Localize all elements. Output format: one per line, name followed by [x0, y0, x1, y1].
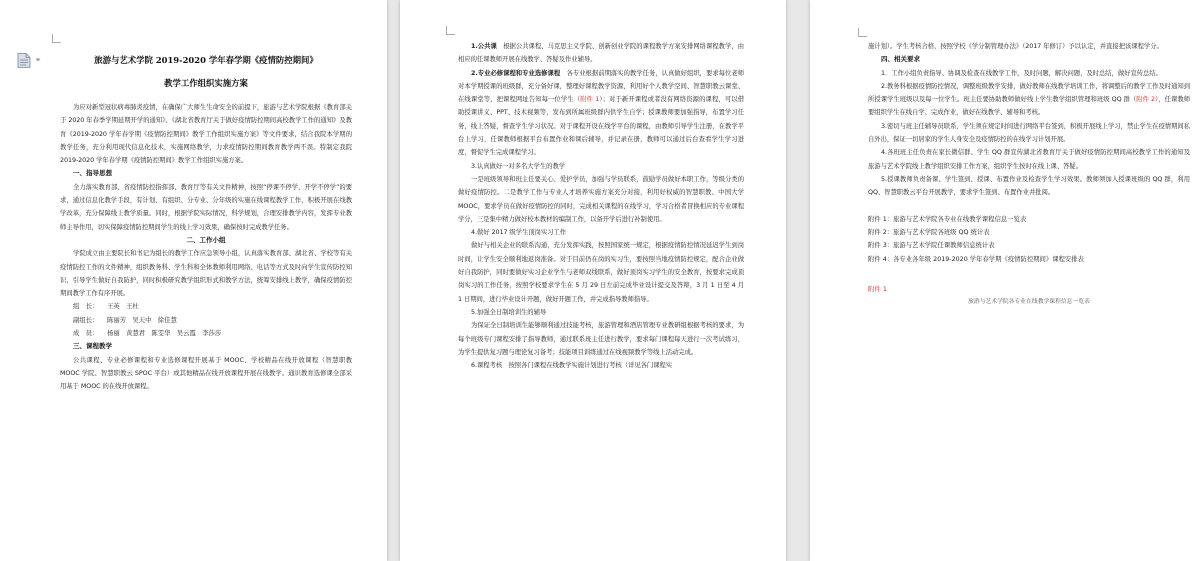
section-heading-course-teaching: 三、课程教学 — [73, 342, 112, 351]
subheading-one-to-many: 3.认真做好一对多名大学生的教学 — [471, 162, 566, 170]
document-page-1 — [0, 0, 387, 561]
group-member-line — [60, 327, 352, 340]
section-heading-requirements: 四、相关要求 — [881, 55, 920, 64]
spacer — [868, 266, 1190, 279]
paragraph-internship: 做好与相关企业的联系沟通，充分发挥实践，按照国家统一规定，根据疫情防控情况延迟学生到岗时间，让学生安全顺利地返岗准备。对于目前仍在岗的实习生，要按照当地疫情防控规定，配合企业做好自我防护，同时要做好实习企业学生与老师双线联系，做好顶岗实习学生的安全教育，按要求完成顶岗实习的工作任务，按照学校要求学生在 5 月 29 日左前完成毕业设计提交及答辩，3 月 1 日至 4 月 1 日期间，进行毕业设计开题，做好开题工作，并完成指导教师指导。 — [458, 242, 744, 303]
requirement-2-text-a: 2.教务科根据疫情防控情况，调整班级教学安排，做好教师在线教学培训工作，将调整后的教学工作及时通知到所授课学生班级以及每一位学生。班主任要协助教师做好线上学生教学组织管理和班级 QQ 群（ — [868, 82, 1190, 104]
group-leader-line — [60, 300, 352, 313]
text-assessment: 按照各门课程在线教学实施计划进行考核（详见各门课程实 — [508, 362, 673, 370]
paragraph-assessment — [458, 359, 744, 372]
paragraph-course-teaching: 公共课程、专业必修课程和专业选修课程开展基于 MOOC、学校精品在线开放课程（智慧职教 MOOC 学院、智慧职教云 SPOC 平台）或其他精品在线开放课程开展在线教学。通识教育选修课全部采用基于 MOOC 的在线开放课程。 — [60, 356, 352, 391]
text-major-courses-a: 各专业根据前期落实的教学任务，认真做好组织，要求每位老师对本学期授课的班级群，充分备好课，整理好课程教学资源，利用好个人教学空间、智慧职教云课堂、在线课堂等，把课程网址告知每一位学生（ — [458, 69, 744, 104]
subheading-trainee-guidance: 5.加强全日制培训生的辅导 — [471, 308, 547, 316]
subheading-assessment: 6.课程考核 — [471, 362, 503, 370]
paragraph-assessment-continued: 施计划）。学生考核合格，按照学校《学分制管理办法》（2017 年修订）予以认定，并直接把该课程学分。 — [868, 43, 1163, 50]
requirement-4: 4.各班班主任负责在家长微信群、学生 QQ 群宣传湖北省教育厅关于做好疫情防控期间高校教学工作的通知及旅游与艺术学院线上教学组织安排工作方案，组织学生按时在线上课、答疑。 — [868, 149, 1190, 170]
group-deputy-line — [60, 314, 352, 327]
document-subtitle: 教学工作组织实施方案 — [164, 78, 248, 88]
subheading-internship: 4.做好 2017 级学生顶岗实习工作 — [471, 229, 567, 237]
leader-names: 王英 王杜 — [107, 303, 139, 311]
member-names: 杨丽 黄慧君 陈雯华 吴云霞 李莎莎 — [107, 330, 222, 338]
deputy-role-label: 副组长： — [73, 316, 99, 324]
attachment-1-reference-link[interactable]: 附件 1 — [580, 96, 600, 104]
spacer — [868, 200, 1190, 213]
section-heading-guiding-ideas: 一、指导思想 — [73, 169, 112, 178]
requirement-2-text-b: ），任课教师要组织学生在线自学、完成作业，做好在线教学、辅导和考核。 — [868, 96, 1190, 117]
document-page-3 — [810, 0, 1204, 561]
text-major-courses-b: ）；对于新开课程或者没有网络资源的课程，可以借助授课讲义、PPT、技术视频等，发布到所属班级群内供学生自学；授课教师要加强指导，布置学习任务，线上答疑，督查学生学习状况。对于课程开设在线学平台的课程，由教师引导学生注册，在教学平台上学习，任课教师根据平台布置作业和课后辅导，并记录在册，教师可以通过后台查看学生学习进度，督促学生完成课程学习。 — [458, 96, 744, 157]
attachment-1-label: 附件 1 — [868, 285, 887, 294]
page-3-content — [810, 0, 1204, 561]
member-role-label: 成 员： — [73, 330, 99, 338]
attachment-list-item-4: 附件 4：各专业各年级 2019-2020 学年春学期《疫情防控期间》课程安排表 — [868, 255, 1084, 263]
leader-role-label: 组 长： — [73, 303, 99, 311]
section-heading-work-group: 二、工作小组 — [186, 235, 226, 244]
page-1-content — [0, 0, 387, 561]
paragraph-public-courses — [458, 40, 744, 67]
attachment-list-item-3: 附件 3：旅游与艺术学院任课教师信息统计表 — [868, 242, 995, 250]
paragraph-work-group: 学院成立由主要院长和书记为组长的教学工作应急领导小组，认真落实教育部、湖北省、学校等有关疫情防控工作的文件精神，组织教务科、学生科和全体教师利用网络、电话等方式及时向学生宣传防控知识，引导学生做好自我防护，同时积极研究教学组织形式和教学方法，统筹安排线上教学，确保疫情防控期间教学工作有序开展。 — [60, 250, 352, 298]
paragraph-one-to-many: 一是班级领导和班主任要关心、爱护学员，加强与学员联系，鼓励学员做好本职工作，等级分类的做好疫情防控。二是教学工作与专业人才培养实施方案充分对接，利用好权威的智慧职教、中国大学 MOOC，要求学员在做好疫情防控的同时，完成相关课程的在线学习，学习合格者冒换相应的专业课程学分，三是集中精力做好校本教材的编制工作，以备开学后进行补制使用。 — [458, 175, 744, 223]
paragraph-guiding-ideas: 全力落实教育部、省疫情防控指挥部、教育厅等有关文件精神，按照“停课不停学，开学不停学”的要求，通过信息化教学手段，有计划、有组织、分专业、分年级的实施在线课程教学工作，积极开展在线教学改革，充分保障线上教学质量。同时，根据学院实际情况，科学规划，合理安排教学内容，发挥专业教师主导作用，切实保障疫情防控期间学生的线上学习效果，确保按时完成教学任务。 — [60, 183, 352, 231]
attachment-list-item-1: 附件 1：旅游与艺术学院各专业在线教学课程信息一览表 — [868, 215, 1027, 223]
page-2-content — [400, 0, 786, 561]
attachment-list-item-2: 附件 2：旅游与艺术学院各班级 QQ 统计表 — [868, 228, 990, 236]
paragraph-trainee-guidance: 为保证全日制培训生能够顺利通过技能考核，旅游管理和酒店管理专业教研组根据考核的要求，为每个班级专门课程安排了指导教师，通过联系班主任进行教学，要求每门课程每天进行一次考试练习，为学生提供复习题与理论复习备考；技能项目训练通过在线视频教学等线上活动完成。 — [458, 322, 744, 356]
paragraph-major-courses — [458, 67, 744, 160]
intro-paragraph: 为应对新型冠状病毒肺炎疫情，在确保广大师生生命安全的前提下，旅游与艺术学院根据《教育部关于 2020 年春季学期延期开学的通知》、《湖北省教育厅关于做好疫情防控期间高校教学工作的通知》及教育《2019-2020 学年春学期《疫情防控期间》教学工作组织实施方案》等文件要求，结合我院本学期的教学任务，充分利用现代信息化技术，实施网络教学，力求疫情防控期间教育教学两不误。特制定我院 2019-2020 学年春学期《疫情防控期间》教学工作组织实施方案。 — [60, 104, 352, 165]
subheading-major-courses: 2.专业必修课程和专业选修课程 — [471, 69, 561, 77]
requirement-5: 5.授课教师负责备课、学生签到、授课、布置作业及检查学生学习效果。教师须加入授课班级的 QQ 群，利用 QQ、智慧职教云平台开展教学，要求学生签到、布置作业并批阅。 — [868, 175, 1190, 197]
requirement-1: 1．工作小组负责指导、协调及检查在线教学工作，及时问题，解决问题，及时总结，做好宣传总结。 — [881, 69, 1162, 77]
text-public-courses: 根据公共课程、马克思主义学院、创新创业学院的课程教学方案安排网络课程教学，由相应的任课教师开展在线教学、答疑及作业辅导。 — [458, 43, 745, 64]
subheading-public-courses: 1.公共课 — [471, 43, 497, 50]
attachment-1-caption: 旅游与艺术学院各专业在线教学课程信息一览表 — [968, 299, 1090, 306]
attachment-2-reference-link[interactable]: 附件 2 — [1136, 96, 1156, 104]
deputy-names: 陈丽芳 吴天中 徐佳慧 — [107, 316, 177, 324]
requirement-3: 3.密切与班主任辅导员联系，学生须在规定时间进行网络平台签到，积极开展线上学习，禁止学生在疫情期间私自外出，保证一切居家的学生人身安全及疫情防控的在线学习计划开展。 — [868, 122, 1190, 144]
document-page-2 — [400, 0, 786, 561]
requirement-2 — [868, 80, 1190, 120]
document-title: 旅游与艺术学院 2019-2020 学年春学期《疫情防控期间》 — [94, 55, 318, 65]
